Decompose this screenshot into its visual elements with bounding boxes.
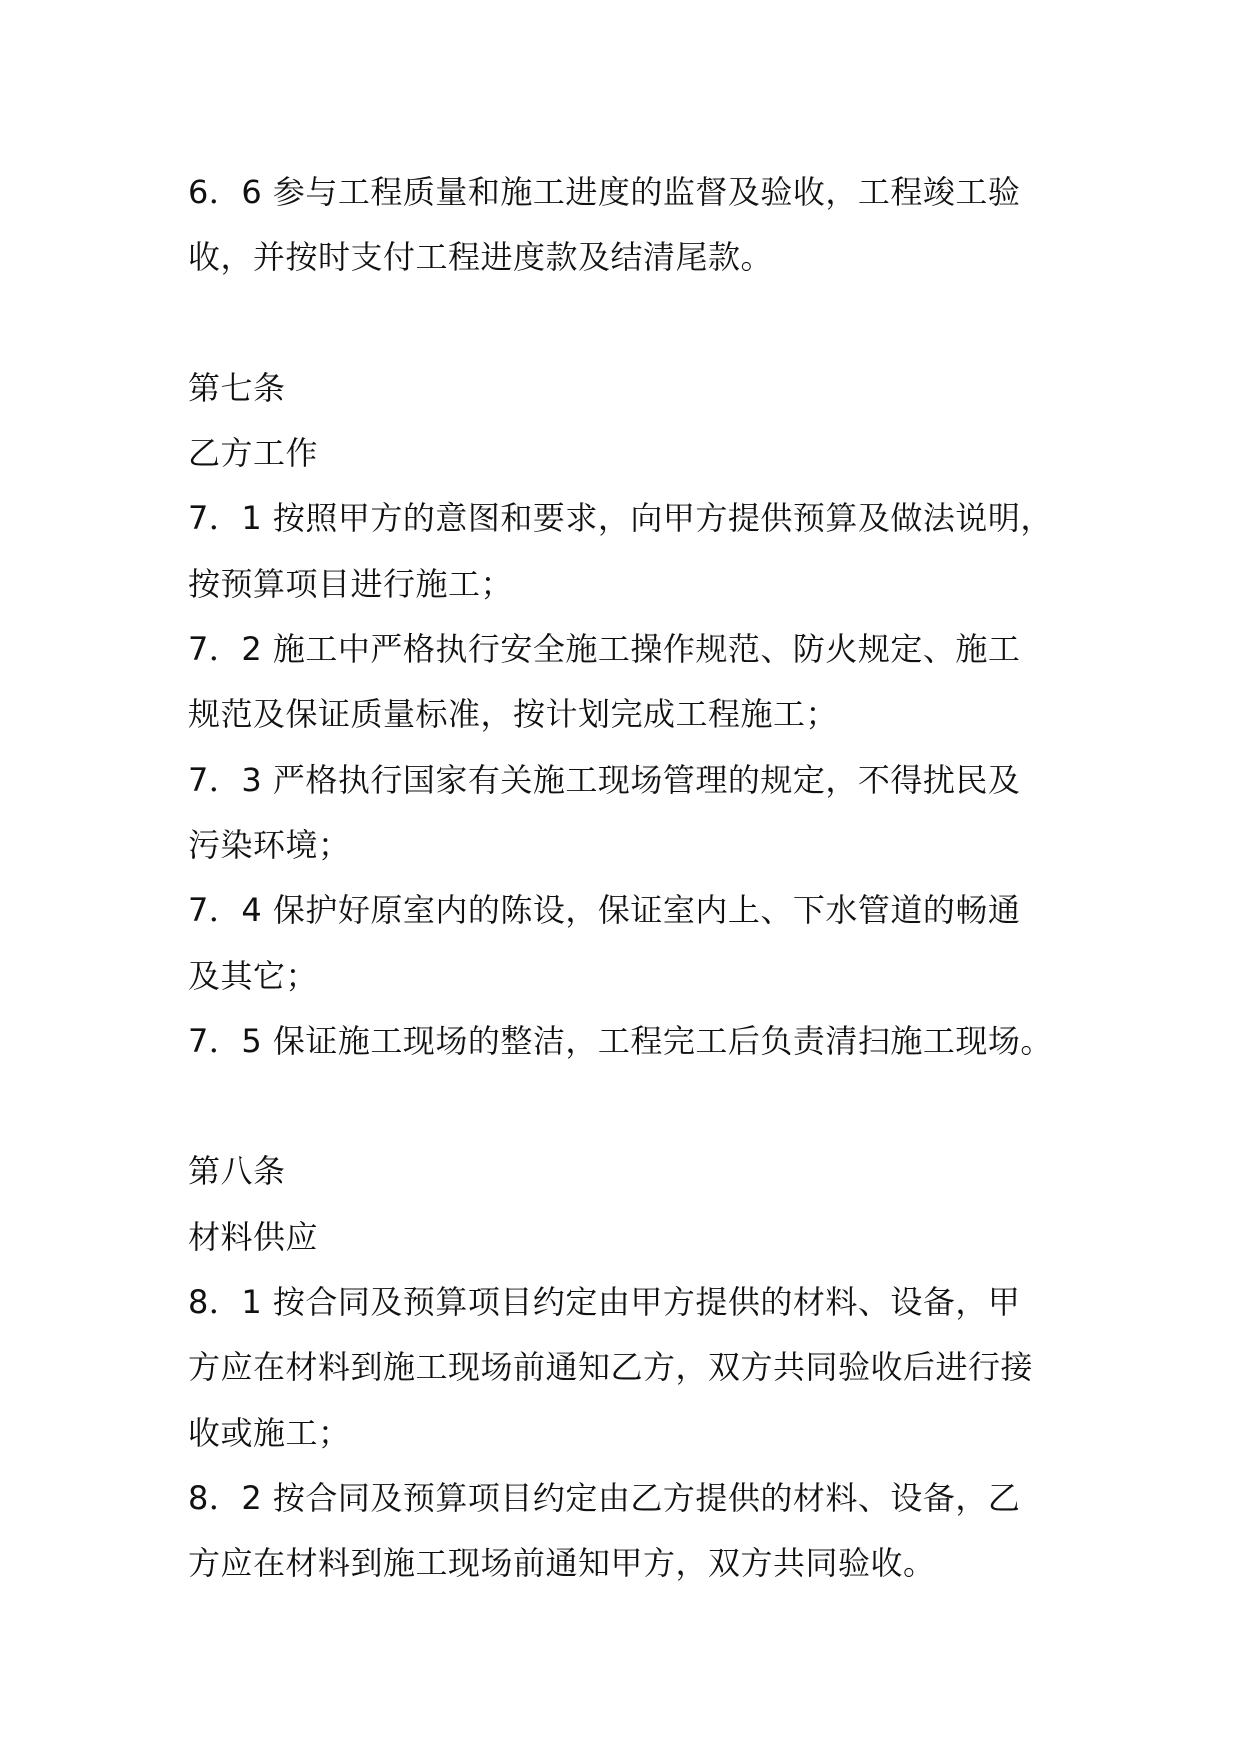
clause-7-2-line-1: 7．2 施工中严格执行安全施工操作规范、防火规定、施工	[188, 630, 1021, 669]
clause-7-4-line-2: 及其它；	[188, 956, 319, 995]
article-7-title: 乙方工作	[188, 434, 319, 473]
clause-6-6-line-2: 收，并按时支付工程进度款及结清尾款。	[188, 238, 774, 277]
article-7-heading: 第七条	[188, 368, 286, 407]
clause-7-4-line-1: 7．4 保护好原室内的陈设，保证室内上、下水管道的畅通	[188, 891, 1021, 930]
clause-8-1-line-1: 8．1 按合同及预算项目约定由甲方提供的材料、设备，甲	[188, 1283, 1021, 1322]
clause-8-1-line-2: 方应在材料到施工现场前通知乙方，双方共同验收后进行接	[188, 1348, 1034, 1387]
document-page	[188, 160, 1088, 1597]
article-8-title: 材料供应	[188, 1217, 319, 1256]
clause-7-1-line-2: 按预算项目进行施工；	[188, 564, 514, 603]
clause-7-1-line-1: 7．1 按照甲方的意图和要求，向甲方提供预算及做法说明，	[188, 499, 1053, 538]
clause-7-3-line-1: 7．3 严格执行国家有关施工现场管理的规定，不得扰民及	[188, 760, 1021, 799]
clause-7-3-line-2: 污染环境；	[188, 825, 351, 864]
article-8-heading: 第八条	[188, 1152, 286, 1191]
clause-6-6-line-1: 6．6 参与工程质量和施工进度的监督及验收，工程竣工验	[188, 173, 1021, 211]
paragraph-gap	[188, 291, 1088, 356]
paragraph-gap	[188, 1074, 1088, 1139]
clause-8-1-line-3: 收或施工；	[188, 1413, 351, 1452]
clause-8-2-line-2: 方应在材料到施工现场前通知甲方，双方共同验收。	[188, 1544, 936, 1583]
clause-8-2-line-1: 8．2 按合同及预算项目约定由乙方提供的材料、设备，乙	[188, 1478, 1021, 1517]
clause-7-2-line-2: 规范及保证质量标准，按计划完成工程施工；	[188, 695, 839, 734]
clause-7-5-line-1: 7．5 保证施工现场的整洁，工程完工后负责清扫施工现场。	[188, 1021, 1053, 1060]
